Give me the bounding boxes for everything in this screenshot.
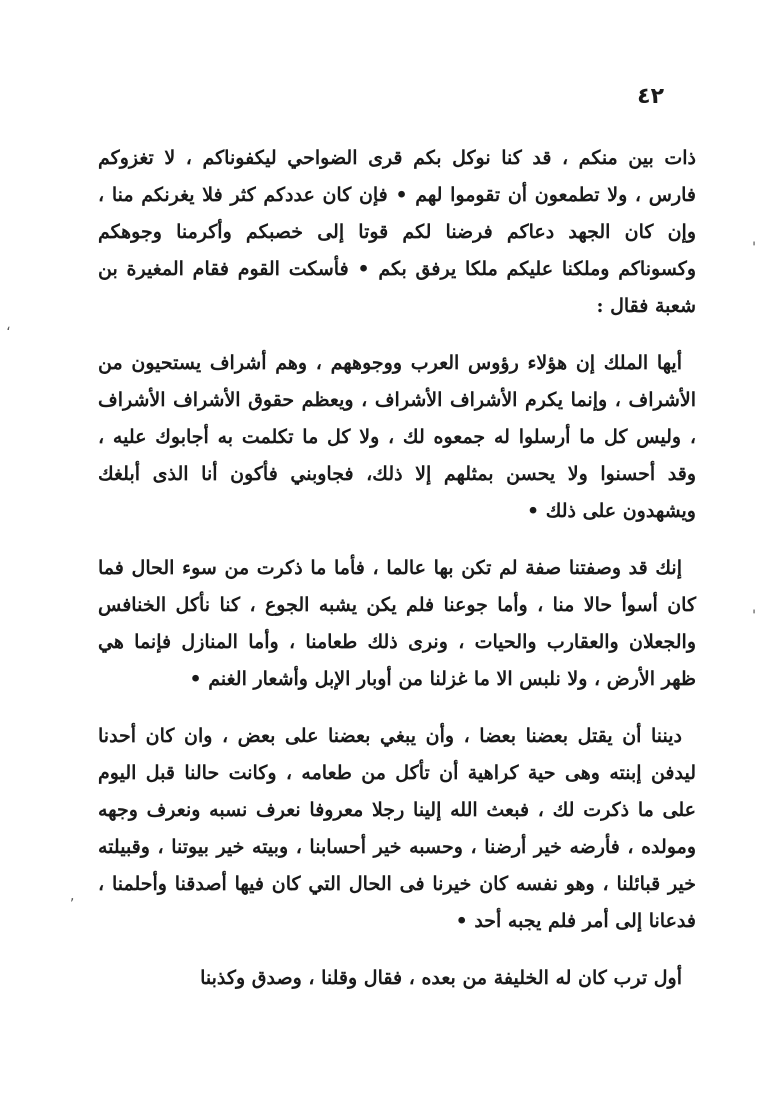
scan-mark-icon: ': [752, 240, 756, 256]
scan-mark-icon: ,: [70, 888, 75, 904]
scan-mark-icon: ،: [6, 318, 11, 334]
paragraph-2: أيها الملك إن هؤلاء رؤوس العرب ووجوههم ، وهم أشراف يستحيون من الأشراف ، وإنما يكرم الأشراف الأشراف ، ويعظم حقوق الأشراف الأشراف ، وليس كل ما أرسلوا له جمعوه لك ، ولا كل ما تكلمت به أجابوك عليه ، وقد أحسنوا ولا يحسن بمثلهم إلا ذلك، فجاوبني فأكون أنا الذى أبلغك ويشهدون على ذلك •: [98, 352, 696, 522]
paragraph-4: ديننا أن يقتل بعضنا بعضا ، وأن يبغي بعضنا على بعض ، وان كان أحدنا ليدفن إبنته وهى حية كراهية أن تأكل من طعامه ، وكانت حالنا قبل اليوم على ما ذكرت لك ، فبعث الله إلينا رجلا معروفا نعرف نسبه ونعرف وجهه ومولده ، فأرضه خير أرضنا ، وحسبه خير أحسابنا ، وبيته خير بيوتنا ، وقبيلته خير قبائلنا ، وهو نفسه كان خيرنا فى الحال التي كان فيها أصدقنا وأحلمنا ، فدعانا إلى أمر فلم يجبه أحد •: [98, 725, 696, 932]
page-number: ٤٢: [637, 84, 664, 109]
scan-mark-icon: ': [752, 608, 756, 624]
paragraph-1: ذات بين منكم ، قد كنا نوكل بكم قرى الضواحي ليكفوناكم ، لا تغزوكم فارس ، ولا تطمعون أن تقوموا لهم • فإن كان عددكم كثر فلا يغرنكم منا ، وإن كان الجهد دعاكم فرضنا لكم قوتا إلى خصبكم وأكرمنا وجوهكم وكسوناكم وملكنا عليكم ملكا يرفق بكم • فأسكت القوم فقام المغيرة بن شعبة فقال :: [98, 147, 696, 317]
paragraph-5: أول ترب كان له الخليفة من بعده ، فقال وقلنا ، وصدق وكذبنا: [200, 967, 682, 989]
paragraph-3: إنك قد وصفتنا صفة لم تكن بها عالما ، فأما ما ذكرت من سوء الحال فما كان أسوأ حالا منا ، وأما جوعنا فلم يكن يشبه الجوع ، كنا نأكل الخنافس والجعلان والعقارب والحيات ، ونرى ذلك طعامنا ، وأما المنازل فإنما هي ظهر الأرض ، ولا نلبس الا ما غزلنا من أوبار الإبل وأشعار الغنم •: [98, 557, 696, 690]
page-text-body: [98, 140, 696, 997]
